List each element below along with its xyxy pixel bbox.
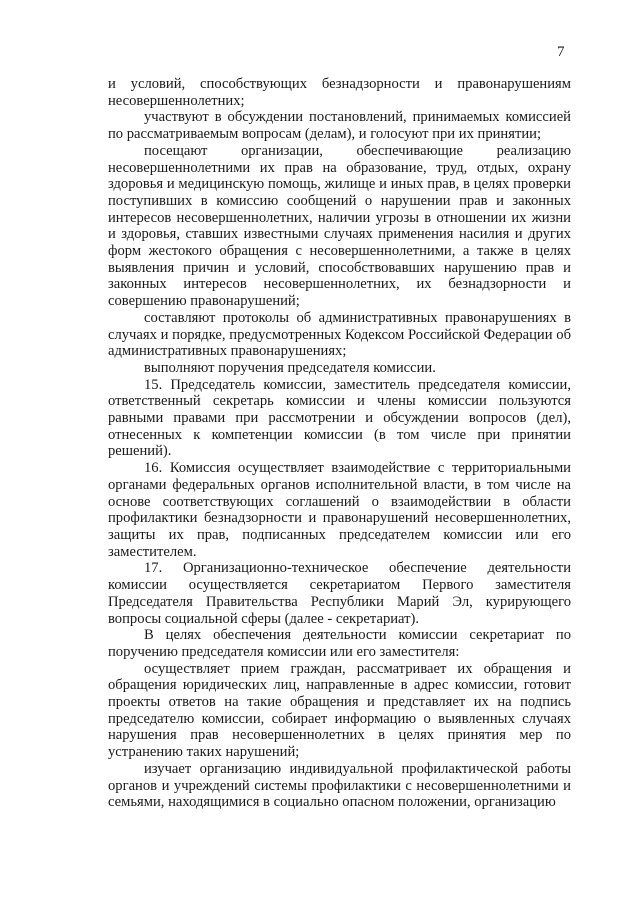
paragraph: осуществляет прием граждан, рассматривает их обращения и обращения юридических лиц, направленные в адрес комиссии, готовит проекты ответов на такие обращения и представляет их на подпись председателю комиссии, собирает информацию о выявленных случаях нарушения прав несовершеннолетних в целях принятия мер по устранению таких нарушений; bbox=[108, 660, 571, 761]
paragraph: и условий, способствующих безнадзорности и правонарушениям несовершеннолетних; bbox=[108, 76, 571, 109]
paragraph: В целях обеспечения деятельности комиссии секретариат по поручению председателя комиссии или его заместителя: bbox=[108, 627, 571, 660]
document-body bbox=[108, 76, 571, 811]
paragraph: участвуют в обсуждении постановлений, принимаемых комиссией по рассматриваемым вопросам (делам), и голосуют при их принятии; bbox=[108, 109, 571, 143]
page-number: 7 bbox=[557, 44, 565, 60]
paragraph: выполняют поручения председателя комиссии. bbox=[144, 359, 436, 376]
paragraph: 15. Председатель комиссии, заместитель председателя комиссии, ответственный секретарь комиссии и члены комиссии пользуются равными правами при рассмотрении и обсуждении вопросов (дел), отнесенных к компетенции комиссии (в том числе при принятии решений). bbox=[108, 376, 571, 460]
paragraph: посещают организации, обеспечивающие реализацию несовершеннолетними их прав на образование, труд, отдых, охрану здоровья и медицинскую помощь, жилище и иных прав, в целях проверки поступивших в комиссию сообщений о нарушении прав и законных интересов несовершеннолетних, наличии угрозы в отношении их жизни и здоровья, ставших известными случаях применения насилия и других форм жестокого обращения с несовершеннолетними, а также в целях выявления причин и условий, способствовавших нарушению прав и законных интересов несовершеннолетних, их безнадзорности и совершению правонарушений; bbox=[108, 142, 571, 310]
paragraph: 17. Организационно-техническое обеспечение деятельности комиссии осуществляется секретариатом Первого заместителя Председателя Правительства Республики Марий Эл, курирующего вопросы социальной сферы (далее - секретариат). bbox=[108, 560, 571, 627]
paragraph: изучает организацию индивидуальной профилактической работы органов и учреждений системы профилактики с несовершеннолетними и семьями, находящимися в социально опасном положении, организацию bbox=[108, 760, 571, 811]
paragraph: 16. Комиссия осуществляет взаимодействие с территориальными органами федеральных органов исполнительной власти, в том числе на основе соответствующих соглашений о взаимодействии в области профилактики безнадзорности и правонарушений несовершеннолетних, защиты их прав, подписанных председателем комиссии или его заместителем. bbox=[108, 460, 571, 560]
paragraph: составляют протоколы об административных правонарушениях в случаях и порядке, предусмотренных Кодексом Российской Федерации об административных правонарушениях; bbox=[108, 309, 571, 360]
